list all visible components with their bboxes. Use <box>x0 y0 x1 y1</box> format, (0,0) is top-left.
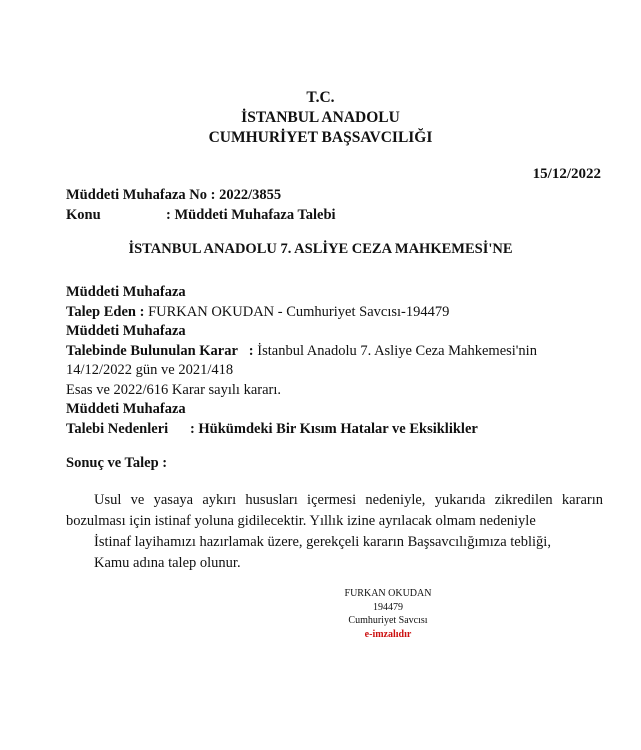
karar-value-line1: İstanbul Anadolu 7. Asliye Ceza Mahkemesi'nin <box>257 342 537 359</box>
header-line-basavcilik: CUMHURİYET BAŞSAVCILIĞI <box>208 129 433 146</box>
court-title: İSTANBUL ANADOLU 7. ASLİYE CEZA MAHKEMESİ'NE <box>128 241 513 257</box>
fields-block <box>66 283 596 439</box>
document-header <box>0 88 641 148</box>
reference-no-row <box>66 185 336 205</box>
reference-no-label: Müddeti Muhafaza No <box>66 187 207 203</box>
signature-id: 194479 <box>373 601 403 613</box>
signature-block <box>318 587 458 641</box>
karar-label: Talebinde Bulunulan Karar <box>66 342 238 359</box>
block3-title: Müddeti Muhafaza <box>66 401 186 417</box>
karar-row: Talebinde Bulunulan Karar : İstanbul Anadolu 7. Asliye Ceza Mahkemesi'nin <box>66 342 537 359</box>
header-line-istanbul: İSTANBUL ANADOLU <box>241 109 400 126</box>
nedenler-row <box>66 420 596 440</box>
signature-title: Cumhuriyet Savcısı <box>348 615 428 626</box>
body-line-3: Kamu adına talep olunur. <box>94 555 241 571</box>
talep-eden-value: FURKAN OKUDAN - Cumhuriyet Savcısı-194479 <box>148 303 450 320</box>
document-date: 15/12/2022 <box>532 166 601 182</box>
talep-eden-row: Talep Eden : FURKAN OKUDAN - Cumhuriyet Savcısı-194479 <box>66 303 450 320</box>
body-line-2: İstinaf layihamızı hazırlamak üzere, gerekçeli kararın Başsavcılığımıza tebliği, <box>94 534 551 550</box>
sonuc-heading: Sonuç ve Talep : <box>66 455 168 471</box>
reference-block <box>66 185 336 225</box>
reference-konu-label: Konu <box>66 207 101 223</box>
request-body <box>66 490 603 574</box>
karar-value-line2: 14/12/2022 gün ve 2021/418 <box>66 362 234 378</box>
header-line-tc: T.C. <box>306 89 335 106</box>
signature-esign: e-imzalıdır <box>364 628 412 640</box>
signature-name: FURKAN OKUDAN <box>344 588 432 599</box>
block1-title: Müddeti Muhafaza <box>66 284 186 300</box>
body-paragraph-1: Usul ve yasaya aykırı hususları içermesi nedeniyle, yukarıda zikredilen kararın bozulması için istinaf yoluna gidilecektir. Yıllık izine ayrılacak olmam nedeniyle <box>66 492 603 529</box>
reference-konu-value: : Müddeti Muhafaza Talebi <box>166 207 336 223</box>
karar-value-line3: Esas ve 2022/616 Karar sayılı kararı. <box>66 381 282 398</box>
nedenler-value: : Hükümdeki Bir Kısım Hatalar ve Eksiklikler <box>189 420 478 437</box>
block2-title: Müddeti Muhafaza <box>66 323 186 339</box>
reference-konu-row <box>66 205 336 225</box>
nedenler-label: Talebi Nedenleri <box>66 420 169 437</box>
reference-no-value: : 2022/3855 <box>210 187 282 203</box>
talep-eden-label: Talep Eden <box>66 303 136 320</box>
